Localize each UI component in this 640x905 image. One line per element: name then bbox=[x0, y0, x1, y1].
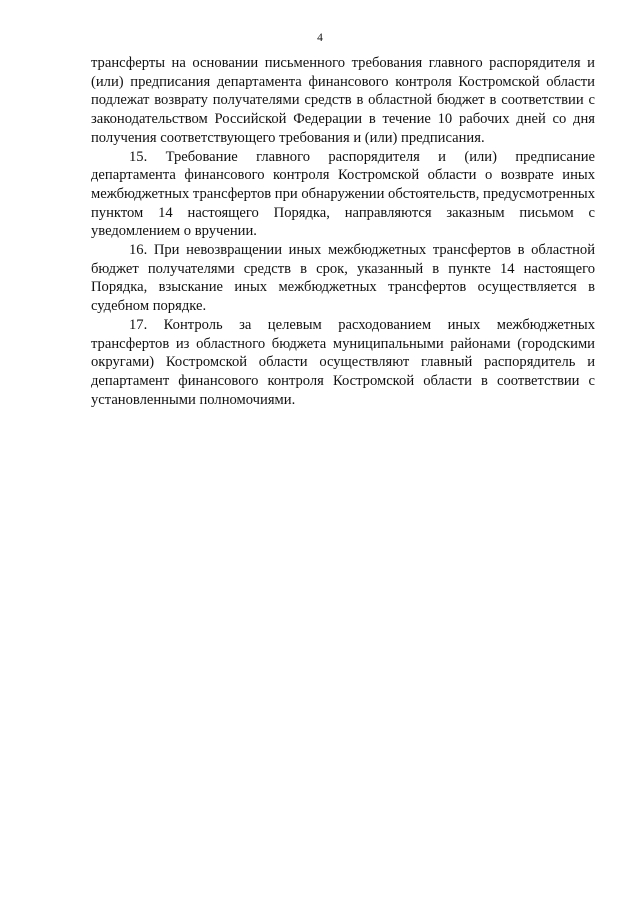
paragraph-continuation: трансферты на основании письменного требования главного распорядителя и (или) предписания департамента финансового контроля Костромской области подлежат возврату получателями средств в областной бюджет в соответствии с законодательством Российской Федерации в течение 10 рабочих дней со дня получения соответствующего требования и (или) предписания. bbox=[91, 55, 595, 146]
paragraph-17: 17. Контроль за целевым расходованием иных межбюджетных трансфертов из областного бюджета муниципальными районами (городскими округами) Костромской области осуществляют главный распорядитель и департамент финансового контроля Костромской области в соответствии с установленными полномочиями. bbox=[91, 316, 595, 408]
paragraph-16: 16. При невозвращении иных межбюджетных трансфертов в областной бюджет получателями средств в срок, указанный в пункте 14 настоящего Порядка, взыскание иных межбюджетных трансфертов осуществляется в судебном порядке. bbox=[91, 242, 595, 315]
document-body bbox=[91, 54, 595, 409]
page-number: 4 bbox=[317, 32, 323, 44]
paragraph-15: 15. Требование главного распорядителя и (или) предписание департамента финансового контроля Костромской области о возврате иных межбюджетных трансфертов при обнаружении обстоятельств, предусмотренных пунктом 14 настоящего Порядка, направляются заказным письмом с уведомлением о вручении. bbox=[91, 148, 595, 240]
